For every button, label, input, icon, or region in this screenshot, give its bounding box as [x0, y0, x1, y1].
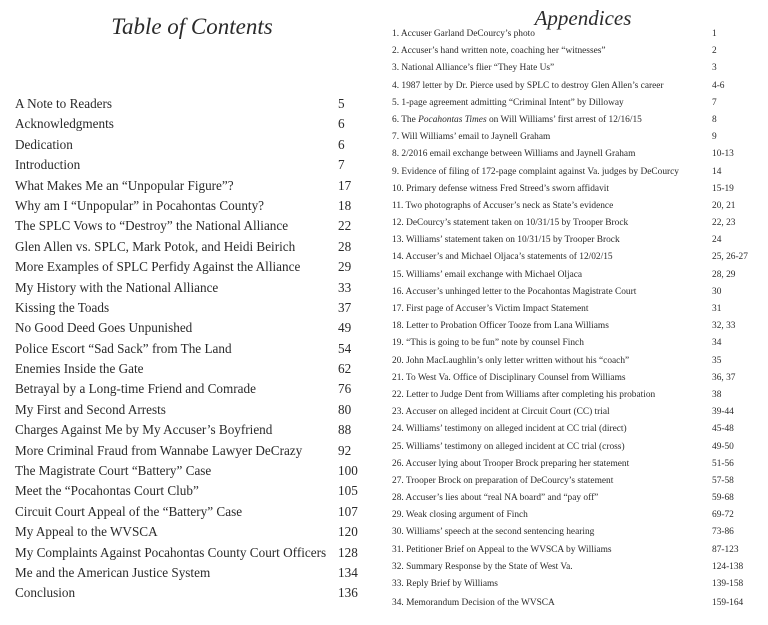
toc-entry [15, 400, 360, 420]
appendix-entry [392, 301, 768, 318]
toc-entry-page: 128 [338, 544, 358, 560]
toc-entry [15, 543, 360, 563]
appendix-entry [392, 335, 768, 352]
appendix-entry-pages: 32, 33 [712, 321, 736, 332]
toc-entry [15, 216, 360, 236]
toc-list [15, 94, 360, 604]
appendix-entry-title: 11. Two photographs of Accuser’s neck as State’s evidence [392, 200, 614, 211]
toc-entry-page: 18 [338, 197, 352, 213]
appendix-entry-pages: 7 [712, 97, 717, 108]
toc-entry [15, 155, 360, 175]
appendix-entry-title: 27. Trooper Brock on preparation of DeCourcy’s statement [392, 475, 614, 486]
appendix-entry-title: 21. To West Va. Office of Disciplinary Counsel from Williams [392, 372, 626, 383]
appendix-entry-title: 23. Accuser on alleged incident at Circuit Court (CC) trial [392, 407, 610, 418]
toc-entry-page: 33 [338, 279, 352, 295]
appendix-entry [392, 559, 768, 576]
toc-entry-title: What Makes Me an “Unpopular Figure”? [15, 177, 234, 193]
appendix-entry [392, 112, 768, 129]
appendix-entry-pages: 124-138 [712, 561, 744, 572]
appendix-entry [392, 146, 768, 163]
appendix-entry-title: 32. Summary Response by the State of West Va. [392, 561, 573, 572]
toc-entry [15, 278, 360, 298]
toc-entry-page: 54 [338, 340, 352, 356]
appendix-entry-title: 28. Accuser’s lies about “real NA board” and “pay off” [392, 493, 599, 504]
toc-entry-title: Introduction [15, 157, 81, 173]
appendix-entry-pages: 36, 37 [712, 372, 736, 383]
toc-entry-page: 92 [338, 442, 352, 458]
toc-entry-page: 5 [338, 96, 345, 111]
appendix-entry [392, 421, 768, 438]
toc-entry [15, 257, 360, 277]
appendix-entry-title: 3. National Alliance’s flier “They Hate Us” [392, 63, 555, 74]
appendix-entry-title: 16. Accuser’s unhinged letter to the Pocahontas Magistrate Court [392, 286, 637, 297]
appendix-entry-pages: 51-56 [712, 458, 734, 469]
appendix-entry [392, 576, 768, 593]
toc-entry-title: Charges Against Me by My Accuser’s Boyfriend [15, 422, 273, 438]
toc-entry [15, 339, 360, 359]
toc-entry-page: 37 [338, 299, 352, 315]
appendix-entry-title: 14. Accuser’s and Michael Oljaca’s statements of 12/02/15 [392, 252, 613, 263]
appendix-entry-pages: 10-13 [712, 149, 734, 160]
appendix-entry [392, 26, 768, 43]
appendices-page [384, 0, 768, 625]
appendix-entry-title: 25. Williams’ testimony on alleged incident at CC trial (cross) [392, 441, 625, 452]
appendix-entry-title: 9. Evidence of filing of 172-page complaint against Va. judges by DeCourcy [392, 166, 679, 177]
toc-entry-page: 28 [338, 238, 352, 254]
appendix-entry-pages: 59-68 [712, 493, 734, 504]
toc-entry [15, 522, 360, 542]
appendix-entry-pages: 1 [712, 29, 717, 39]
appendix-entry-pages: 69-72 [712, 510, 734, 521]
toc-entry-page: 134 [338, 564, 358, 580]
appendix-entry-title: 5. 1-page agreement admitting “Criminal Intent” by Dilloway [392, 97, 624, 108]
toc-entry [15, 379, 360, 399]
toc-entry-page: 29 [338, 259, 352, 275]
appendices-list [392, 26, 768, 612]
appendix-entry-pages: 25, 26-27 [712, 252, 748, 263]
toc-entry-title: Glen Allen vs. SPLC, Mark Potok, and Heidi Beirich [15, 238, 296, 254]
toc-entry-page: 136 [338, 585, 358, 601]
appendix-entry-pages: 35 [712, 355, 722, 366]
appendix-entry-pages: 139-158 [712, 579, 744, 589]
toc-entry-page: 6 [338, 116, 345, 132]
appendix-entry [392, 95, 768, 112]
appendix-entry-pages: 39-44 [712, 407, 734, 418]
toc-entry-page: 120 [338, 524, 358, 540]
appendix-entry [392, 456, 768, 473]
appendix-entry-title: 2. Accuser’s hand written note, coaching her “witnesses” [392, 46, 606, 57]
toc-entry [15, 196, 360, 216]
appendix-entry [392, 164, 768, 181]
appendices-title: Appendices [534, 6, 632, 30]
appendix-entry-pages: 57-58 [712, 475, 734, 486]
toc-entry-title: My History with the National Alliance [15, 279, 219, 295]
appendix-entry-pages: 30 [712, 286, 722, 297]
appendix-entry [392, 318, 768, 335]
appendix-title-prefix: 6. The [392, 114, 419, 125]
toc-entry-title: Me and the American Justice System [15, 564, 211, 580]
toc-entry-title: Enemies Inside the Gate [15, 361, 144, 377]
appendix-entry [392, 490, 768, 507]
appendix-entry [392, 524, 768, 541]
toc-entry-page: 100 [338, 463, 358, 479]
appendix-entry-pages: 4-6 [712, 80, 725, 91]
toc-entry-title: Why am I “Unpopular” in Pocahontas County? [15, 197, 265, 213]
toc-entry-title: Dedication [15, 136, 73, 152]
toc-entry [15, 359, 360, 379]
appendix-entry [392, 249, 768, 266]
appendix-entry-title: 33. Reply Brief by Williams [392, 579, 498, 589]
appendix-entry-title: 24. Williams’ testimony on alleged incident at CC trial (direct) [392, 424, 627, 435]
appendix-entry [392, 542, 768, 559]
appendix-entry-pages: 49-50 [712, 441, 734, 452]
appendix-entry-pages: 8 [712, 114, 717, 125]
appendix-entry [392, 198, 768, 215]
appendix-entry [392, 232, 768, 249]
toc-entry [15, 481, 360, 501]
appendix-entry-title: 12. DeCourcy’s statement taken on 10/31/15 by Trooper Brock [392, 218, 629, 229]
toc-entry-title: Kissing the Toads [15, 299, 110, 315]
appendix-entry-title: 7. Will Williams’ email to Jaynell Graham [392, 132, 551, 143]
toc-entry [15, 176, 360, 196]
toc-entry [15, 563, 360, 583]
appendix-entry-title: 8. 2/2016 email exchange between Williams and Jaynell Graham [392, 149, 636, 160]
appendix-entry-pages: 38 [712, 389, 722, 400]
toc-entry [15, 420, 360, 440]
toc-entry [15, 135, 360, 155]
toc-entry-title: The Magistrate Court “Battery” Case [15, 463, 212, 479]
appendix-entry-pages: 73-86 [712, 527, 734, 538]
appendix-entry [392, 439, 768, 456]
toc-entry [15, 94, 360, 114]
appendix-entry-pages: 159-164 [712, 598, 744, 609]
appendix-entry-pages: 20, 21 [712, 200, 736, 211]
appendix-entry [392, 60, 768, 77]
toc-entry-title: A Note to Readers [15, 96, 113, 111]
toc-entry-title: My First and Second Arrests [15, 401, 166, 417]
appendix-entry-title: 26. Accuser lying about Trooper Brock preparing her statement [392, 458, 630, 469]
toc-entry [15, 318, 360, 338]
appendix-entry-pages: 24 [712, 235, 722, 246]
appendix-entry [392, 43, 768, 60]
appendix-title-suffix: on Will Williams’ first arrest of 12/16/15 [486, 114, 642, 125]
toc-entry-title: Police Escort “Sad Sack” from The Land [15, 340, 232, 356]
toc-entry [15, 502, 360, 522]
toc-entry-page: 107 [338, 503, 358, 519]
toc-entry-title: The SPLC Vows to “Destroy” the National Alliance [15, 218, 289, 234]
appendix-entry [392, 284, 768, 301]
appendix-entry [392, 473, 768, 490]
appendix-entry-title: 4. 1987 letter by Dr. Pierce used by SPLC to destroy Glen Allen’s career [392, 80, 664, 91]
toc-entry [15, 114, 360, 134]
appendix-entry-title [392, 112, 712, 129]
appendix-entry-title: 1. Accuser Garland DeCourcy’s photo [392, 29, 535, 39]
toc-entry-title: Circuit Court Appeal of the “Battery” Case [15, 503, 243, 519]
appendix-entry-pages: 22, 23 [712, 218, 736, 229]
appendix-entry-title: 13. Williams’ statement taken on 10/31/15 by Trooper Brock [392, 235, 620, 246]
toc-entry-page: 105 [338, 483, 358, 499]
appendix-entry [392, 129, 768, 146]
toc-entry [15, 237, 360, 257]
appendix-entry-pages: 15-19 [712, 183, 734, 194]
appendix-entry-title: 10. Primary defense witness Fred Streed’s sworn affidavit [392, 183, 609, 194]
toc-entry-page: 49 [338, 320, 352, 336]
appendix-entry-title: 22. Letter to Judge Dent from Williams after completing his probation [392, 389, 656, 400]
toc-entry-title: More Criminal Fraud from Wannabe Lawyer DeCrazy [15, 442, 303, 458]
toc-entry-title: Meet the “Pocahontas Court Club” [15, 483, 199, 499]
toc-entry [15, 298, 360, 318]
appendix-entry [392, 404, 768, 421]
appendix-title-publication: Pocahontas Times [418, 114, 487, 125]
appendix-entry-pages: 87-123 [712, 544, 739, 555]
toc-entry-page: 80 [338, 401, 352, 417]
toc-entry [15, 461, 360, 481]
appendix-entry-pages: 28, 29 [712, 269, 736, 280]
appendix-entry-pages: 2 [712, 46, 717, 57]
appendix-entry-title: 30. Williams’ speech at the second sentencing hearing [392, 527, 595, 538]
toc-entry-title: Acknowledgments [15, 116, 114, 132]
toc-entry-title: My Complaints Against Pocahontas County Court Officers [15, 544, 327, 560]
appendix-entry [392, 267, 768, 284]
toc-entry-page: 7 [338, 157, 345, 173]
appendix-entry [392, 353, 768, 370]
toc-entry-title: Conclusion [15, 585, 76, 601]
appendix-entry [392, 387, 768, 404]
toc-entry-page: 76 [338, 381, 352, 397]
toc-entry-title: My Appeal to the WVSCA [15, 524, 158, 540]
appendix-entry-pages: 9 [712, 132, 717, 143]
appendix-entry-title: 19. “This is going to be fun” note by counsel Finch [392, 338, 584, 349]
appendix-entry-title: 20. John MacLaughlin’s only letter written without his “coach” [392, 355, 630, 366]
appendix-entry-pages: 14 [712, 166, 722, 177]
toc-entry-title: Betrayal by a Long-time Friend and Comrade [15, 381, 256, 397]
appendix-entry-pages: 31 [712, 304, 722, 314]
toc-entry-page: 22 [338, 218, 352, 234]
appendix-entry-pages: 34 [712, 338, 722, 349]
appendix-entry [392, 595, 768, 612]
appendix-entry-title: 15. Williams’ email exchange with Michael Oljaca [392, 269, 583, 280]
appendix-entry [392, 181, 768, 198]
appendix-entry-title: 17. First page of Accuser’s Victim Impact Statement [392, 304, 589, 314]
toc-entry [15, 441, 360, 461]
appendix-entry [392, 78, 768, 95]
toc-entry-title: More Examples of SPLC Perfidy Against the Alliance [15, 259, 301, 275]
appendix-entry-title: 31. Petitioner Brief on Appeal to the WVSCA by Williams [392, 544, 612, 555]
appendix-entry [392, 370, 768, 387]
appendix-entry-title: 29. Weak closing argument of Finch [392, 510, 528, 521]
appendix-entry [392, 507, 768, 524]
toc-entry-page: 88 [338, 422, 352, 438]
appendix-entry-pages: 3 [712, 63, 717, 74]
appendix-entry-pages: 45-48 [712, 424, 734, 435]
toc-entry-page: 62 [338, 361, 352, 377]
toc-entry-page: 6 [338, 136, 345, 152]
toc-entry-page: 17 [338, 177, 352, 193]
toc-title: Table of Contents [111, 14, 273, 39]
appendix-entry-title: 34. Memorandum Decision of the WVSCA [392, 598, 555, 609]
toc-entry-title: No Good Deed Goes Unpunished [15, 320, 193, 336]
appendix-entry-title: 18. Letter to Probation Officer Tooze from Lana Williams [392, 321, 609, 332]
toc-entry [15, 583, 360, 603]
appendix-entry [392, 215, 768, 232]
